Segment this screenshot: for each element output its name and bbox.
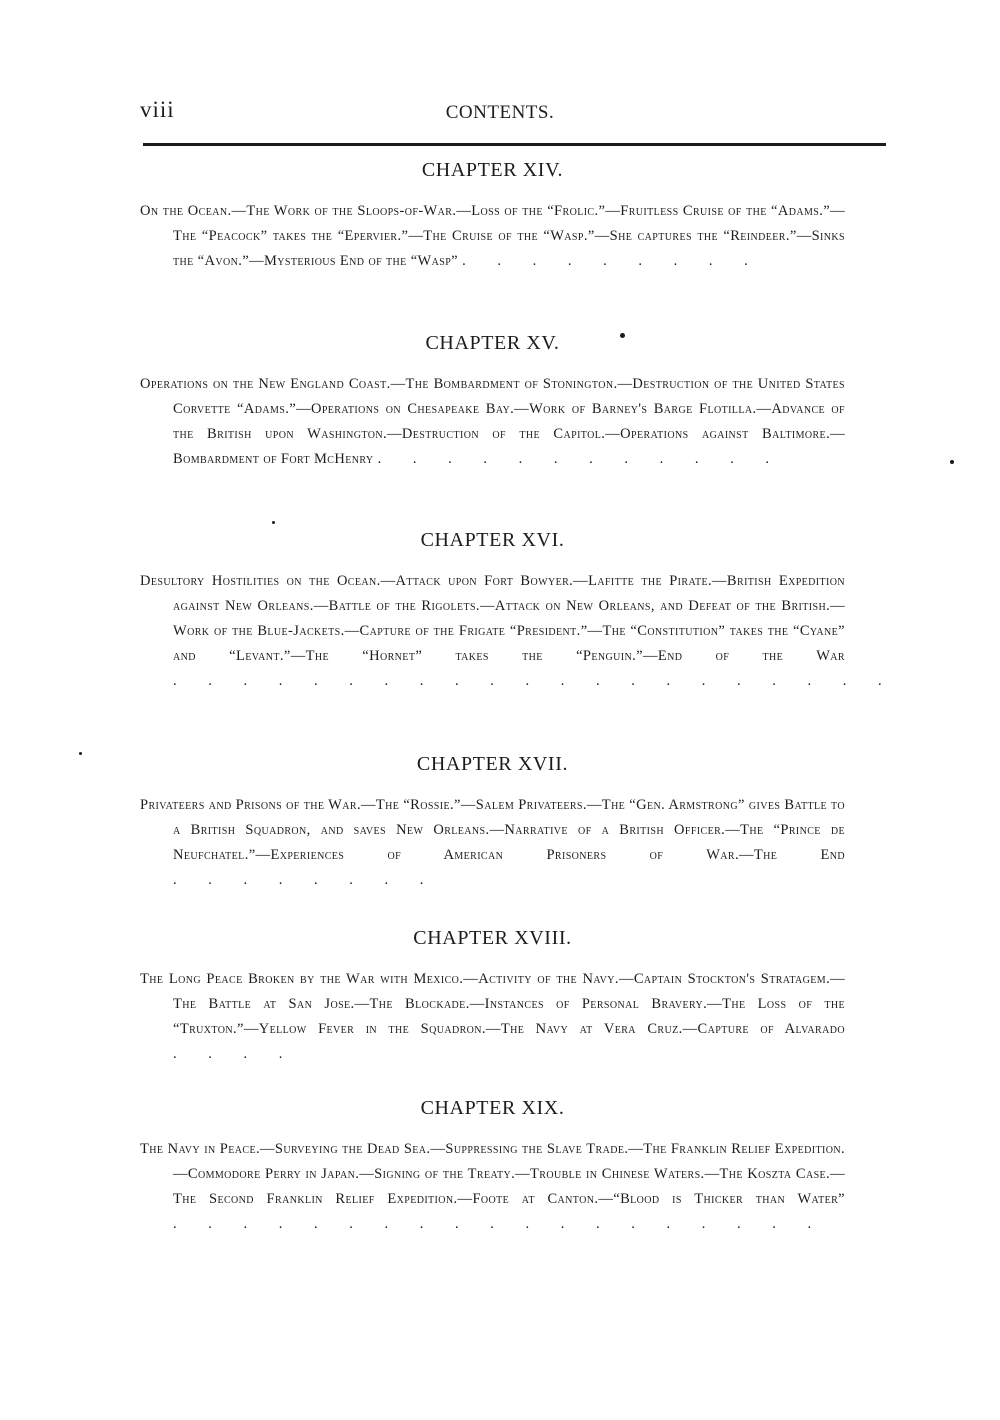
chapter-xix [140,1095,845,1237]
chapter-summary-text: The Navy in Peace.—Surveying the Dead Sea.—Suppressing the Slave Trade.—The Franklin Relief Expedition.—Commodore Perry in Japan.—Signing of the Treaty.—Trouble in Chinese Waters.—The Koszta Case.—The Second Franklin Relief Expedition.—Foote at Canton.—“Blood is Thicker than Water” [140,1141,845,1207]
chapter-title: CHAPTER XIV. [421,159,564,181]
chapter-summary-text: On the Ocean.—The Work of the Sloops-of-War.—Loss of the “Frolic.”—Fruitless Cruise of the “Adams.”—The “Peacock” takes the “Epervier.”—The Cruise of the “Wasp.”—She captures the “Reindeer.”—Sinks the “Avon.”—Mysterious End of the “Wasp” [140,203,845,269]
chapter-summary [140,199,845,274]
chapter-xiv [140,157,845,274]
chapter-xvii [140,751,845,893]
page-number: viii [140,97,175,122]
chapter-xvi [140,527,896,694]
scan-speck [272,521,275,524]
chapter-title: CHAPTER XVIII. [413,927,572,949]
chapter-summary-text: Privateers and Prisons of the War.—The “Rossie.”—Salem Privateers.—The “Gen. Armstrong” gives Battle to a British Squadron, and saves New Orleans.—Narrative of a British Officer.—The “Prince de Neufchatel.”—Experiences of American Prisoners of War.—The End [140,797,845,863]
header-rule [143,143,886,146]
chapter-xv [140,330,845,472]
chapter-summary [140,569,896,694]
chapter-summary [140,1137,845,1237]
chapter-title: CHAPTER XVII. [416,753,569,775]
chapter-summary [140,967,845,1067]
scan-speck [620,333,625,338]
dot-leader: . . . . . . . . [173,872,438,888]
running-head: CONTENTS. [445,102,555,123]
scan-speck [950,460,954,464]
dot-leader: . . . . . . . . . [462,253,762,269]
dot-leader: . . . . . . . . . . . . . . . . . . . [173,1216,826,1232]
chapter-summary [140,372,845,472]
chapter-summary-text: Desultory Hostilities on the Ocean.—Attack upon Fort Bowyer.—Lafitte the Pirate.—British Expedition against New Orleans.—Battle of the Rigolets.—Attack on New Orleans, and Defeat of the British.—Work of the Blue-Jackets.—Capture of the Frigate “President.”—The “Constitution” takes the “Cyane” and “Levant.”—The “Hornet” takes the “Penguin.”—End of the War [140,573,845,664]
dot-leader: . . . . . . . . . . . . . . . . . . . . . [173,673,896,689]
chapter-summary-text: Operations on the New England Coast.—The Bombardment of Stonington.—Destruction of the United States Corvette “Adams.”—Operations on Chesapeake Bay.—Work of Barney's Barge Flotilla.—Advance of the British upon Washington.—Destruction of the Capitol.—Operations against Baltimore.—Bombardment of Fort McHenry [140,376,845,467]
scan-speck [79,752,82,755]
dot-leader: . . . . . . . . . . . . [377,451,783,467]
chapter-xviii [140,925,845,1067]
chapter-summary-text: The Long Peace Broken by the War with Mexico.—Activity of the Navy.—Captain Stockton's Stratagem.—The Battle at San Jose.—The Blockade.—Instances of Personal Bravery.—The Loss of the “Truxton.”—Yellow Fever in the Squadron.—The Navy at Vera Cruz.—Capture of Alvarado [140,971,845,1037]
chapter-title: CHAPTER XVI. [420,529,565,551]
chapter-summary [140,793,845,893]
chapter-title: CHAPTER XIX. [420,1097,565,1119]
dot-leader: . . . . [173,1046,297,1062]
chapter-title: CHAPTER XV. [425,332,560,354]
